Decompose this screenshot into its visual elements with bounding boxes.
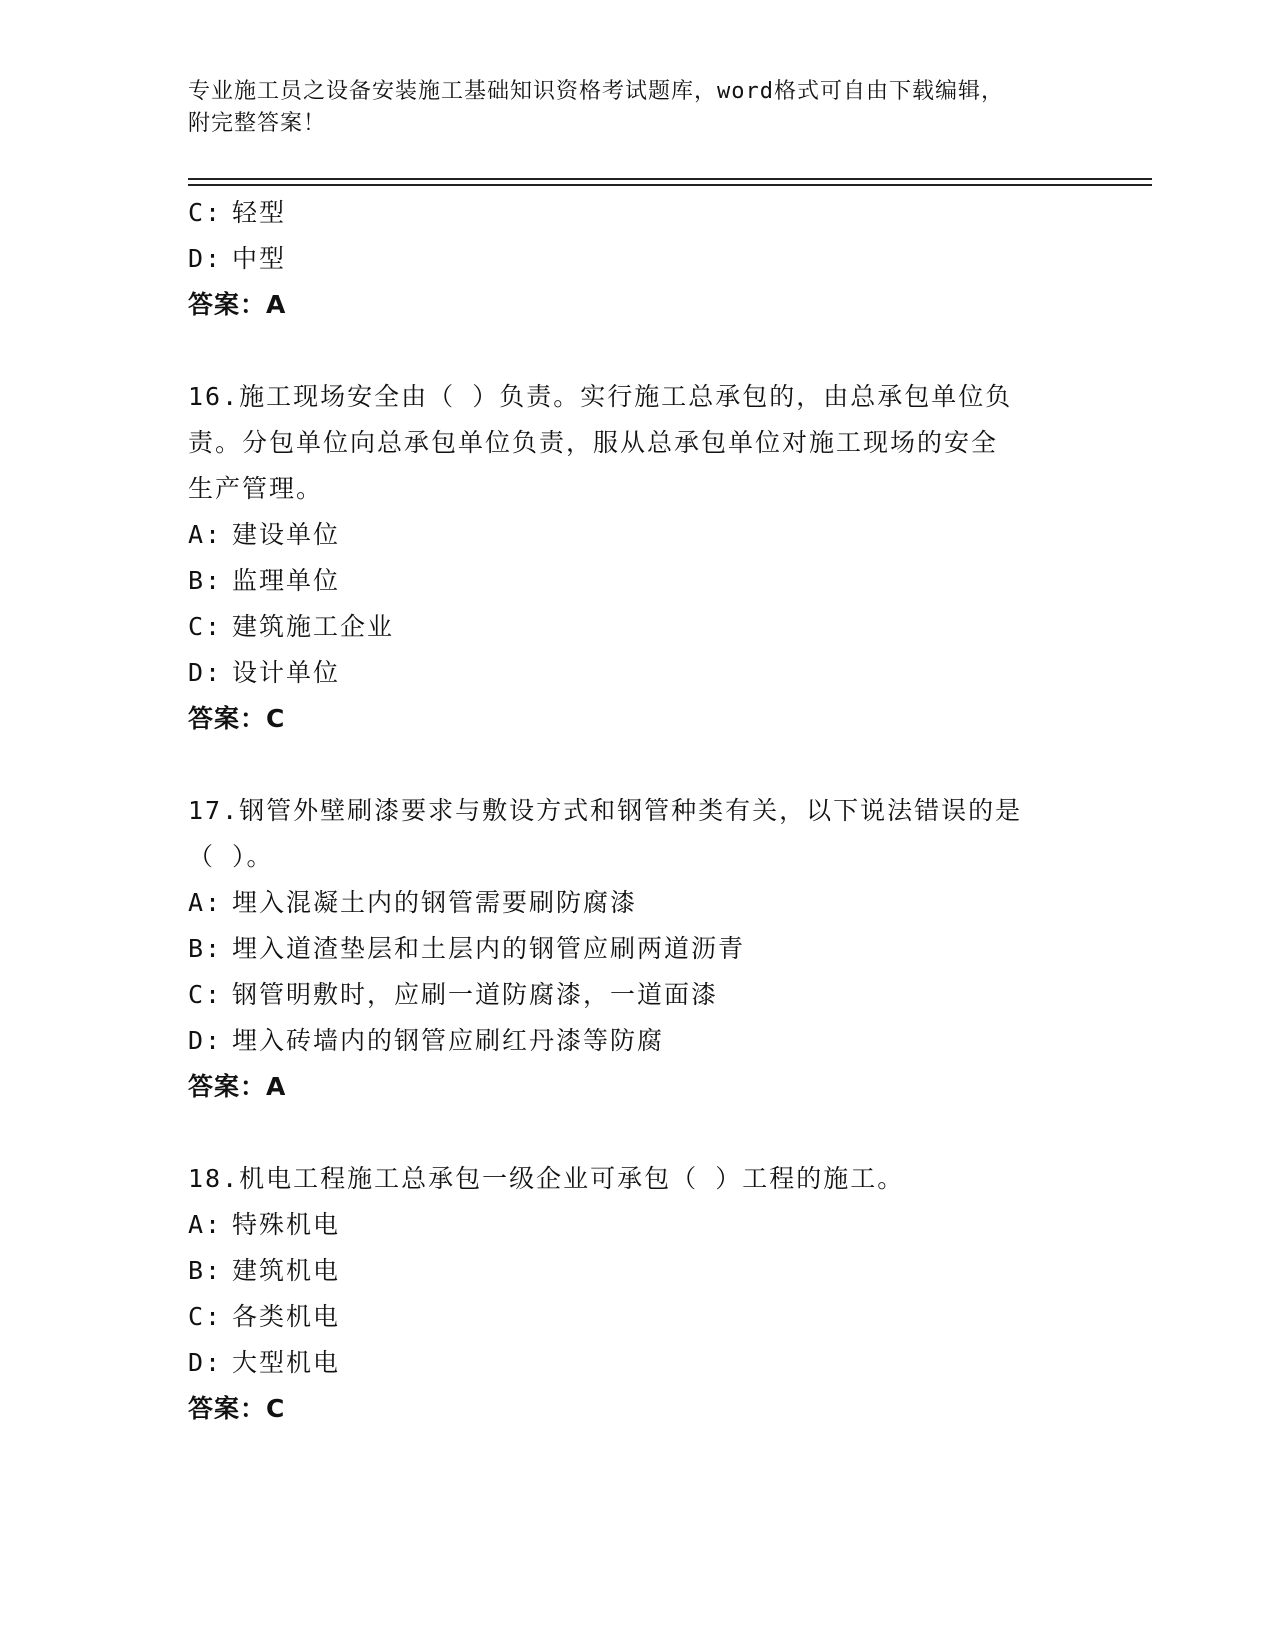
option-key: D: [188,1026,223,1055]
header-line-2: 附完整答案！ [188,111,327,136]
answer-line: 答案：C [188,704,286,733]
question-stem-line: 生产管理。 [188,474,324,503]
option-key: A: [188,520,223,549]
option-text: 特殊机电 [232,1210,341,1239]
question-17-block [188,788,1088,1110]
option-text: 埋入砖墙内的钢管应刷红丹漆等防腐 [232,1026,665,1055]
question-content [188,190,1088,1432]
option-key: A: [188,888,223,917]
option-key: B: [188,566,223,595]
question-stem-line: 责。分包单位向总承包单位负责，服从总承包单位对施工现场的安全 [188,428,999,457]
spacer [188,328,1088,374]
option-line [188,926,1088,972]
option-line [188,558,1088,604]
question-stem-line: 18.机电工程施工总承包一级企业可承包（ ）工程的施工。 [188,1164,905,1193]
option-text: 轻型 [232,198,287,227]
option-line [188,880,1088,926]
option-line [188,972,1088,1018]
spacer [188,1110,1088,1156]
option-key: C: [188,198,223,227]
option-key: D: [188,244,223,273]
option-line [188,1248,1088,1294]
option-key: A: [188,1210,223,1239]
option-key: D: [188,1348,223,1377]
option-line [188,1340,1088,1386]
question-16-block [188,374,1088,742]
option-text: 大型机电 [232,1348,341,1377]
option-text: 建筑施工企业 [232,612,395,641]
option-key: C: [188,1302,223,1331]
answer-line: 答案：A [188,1072,287,1101]
option-text: 中型 [232,244,287,273]
page-header [188,76,1088,140]
option-key: C: [188,612,223,641]
prev-question-block [188,190,1088,328]
header-divider-top [188,178,1152,180]
option-text: 建设单位 [232,520,341,549]
question-18-block [188,1156,1088,1432]
option-key: B: [188,934,223,963]
option-line [188,512,1088,558]
option-line [188,236,1088,282]
question-stem-line: 16.施工现场安全由（ ）负责。实行施工总承包的，由总承包单位负 [188,382,1013,411]
question-stem-line: 17.钢管外壁刷漆要求与敷设方式和钢管种类有关，以下说法错误的是 [188,796,1023,825]
spacer [188,742,1088,788]
option-line [188,1294,1088,1340]
option-text: 埋入混凝土内的钢管需要刷防腐漆 [232,888,638,917]
option-line [188,604,1088,650]
option-line [188,1202,1088,1248]
option-key: C: [188,980,223,1009]
option-line [188,190,1088,236]
answer-line: 答案：C [188,1394,286,1423]
header-line-1: 专业施工员之设备安装施工基础知识资格考试题库，word格式可自由下载编辑， [188,79,1004,104]
question-stem-line: （ ）。 [188,842,274,871]
answer-line: 答案：A [188,290,287,319]
option-line [188,650,1088,696]
option-key: B: [188,1256,223,1285]
option-text: 各类机电 [232,1302,341,1331]
header-divider-bottom [188,184,1152,186]
option-text: 监理单位 [232,566,341,595]
option-text: 建筑机电 [232,1256,341,1285]
option-text: 埋入道渣垫层和土层内的钢管应刷两道沥青 [232,934,746,963]
option-text: 钢管明敷时，应刷一道防腐漆，一道面漆 [232,980,719,1009]
option-key: D: [188,658,223,687]
option-line [188,1018,1088,1064]
option-text: 设计单位 [232,658,341,687]
